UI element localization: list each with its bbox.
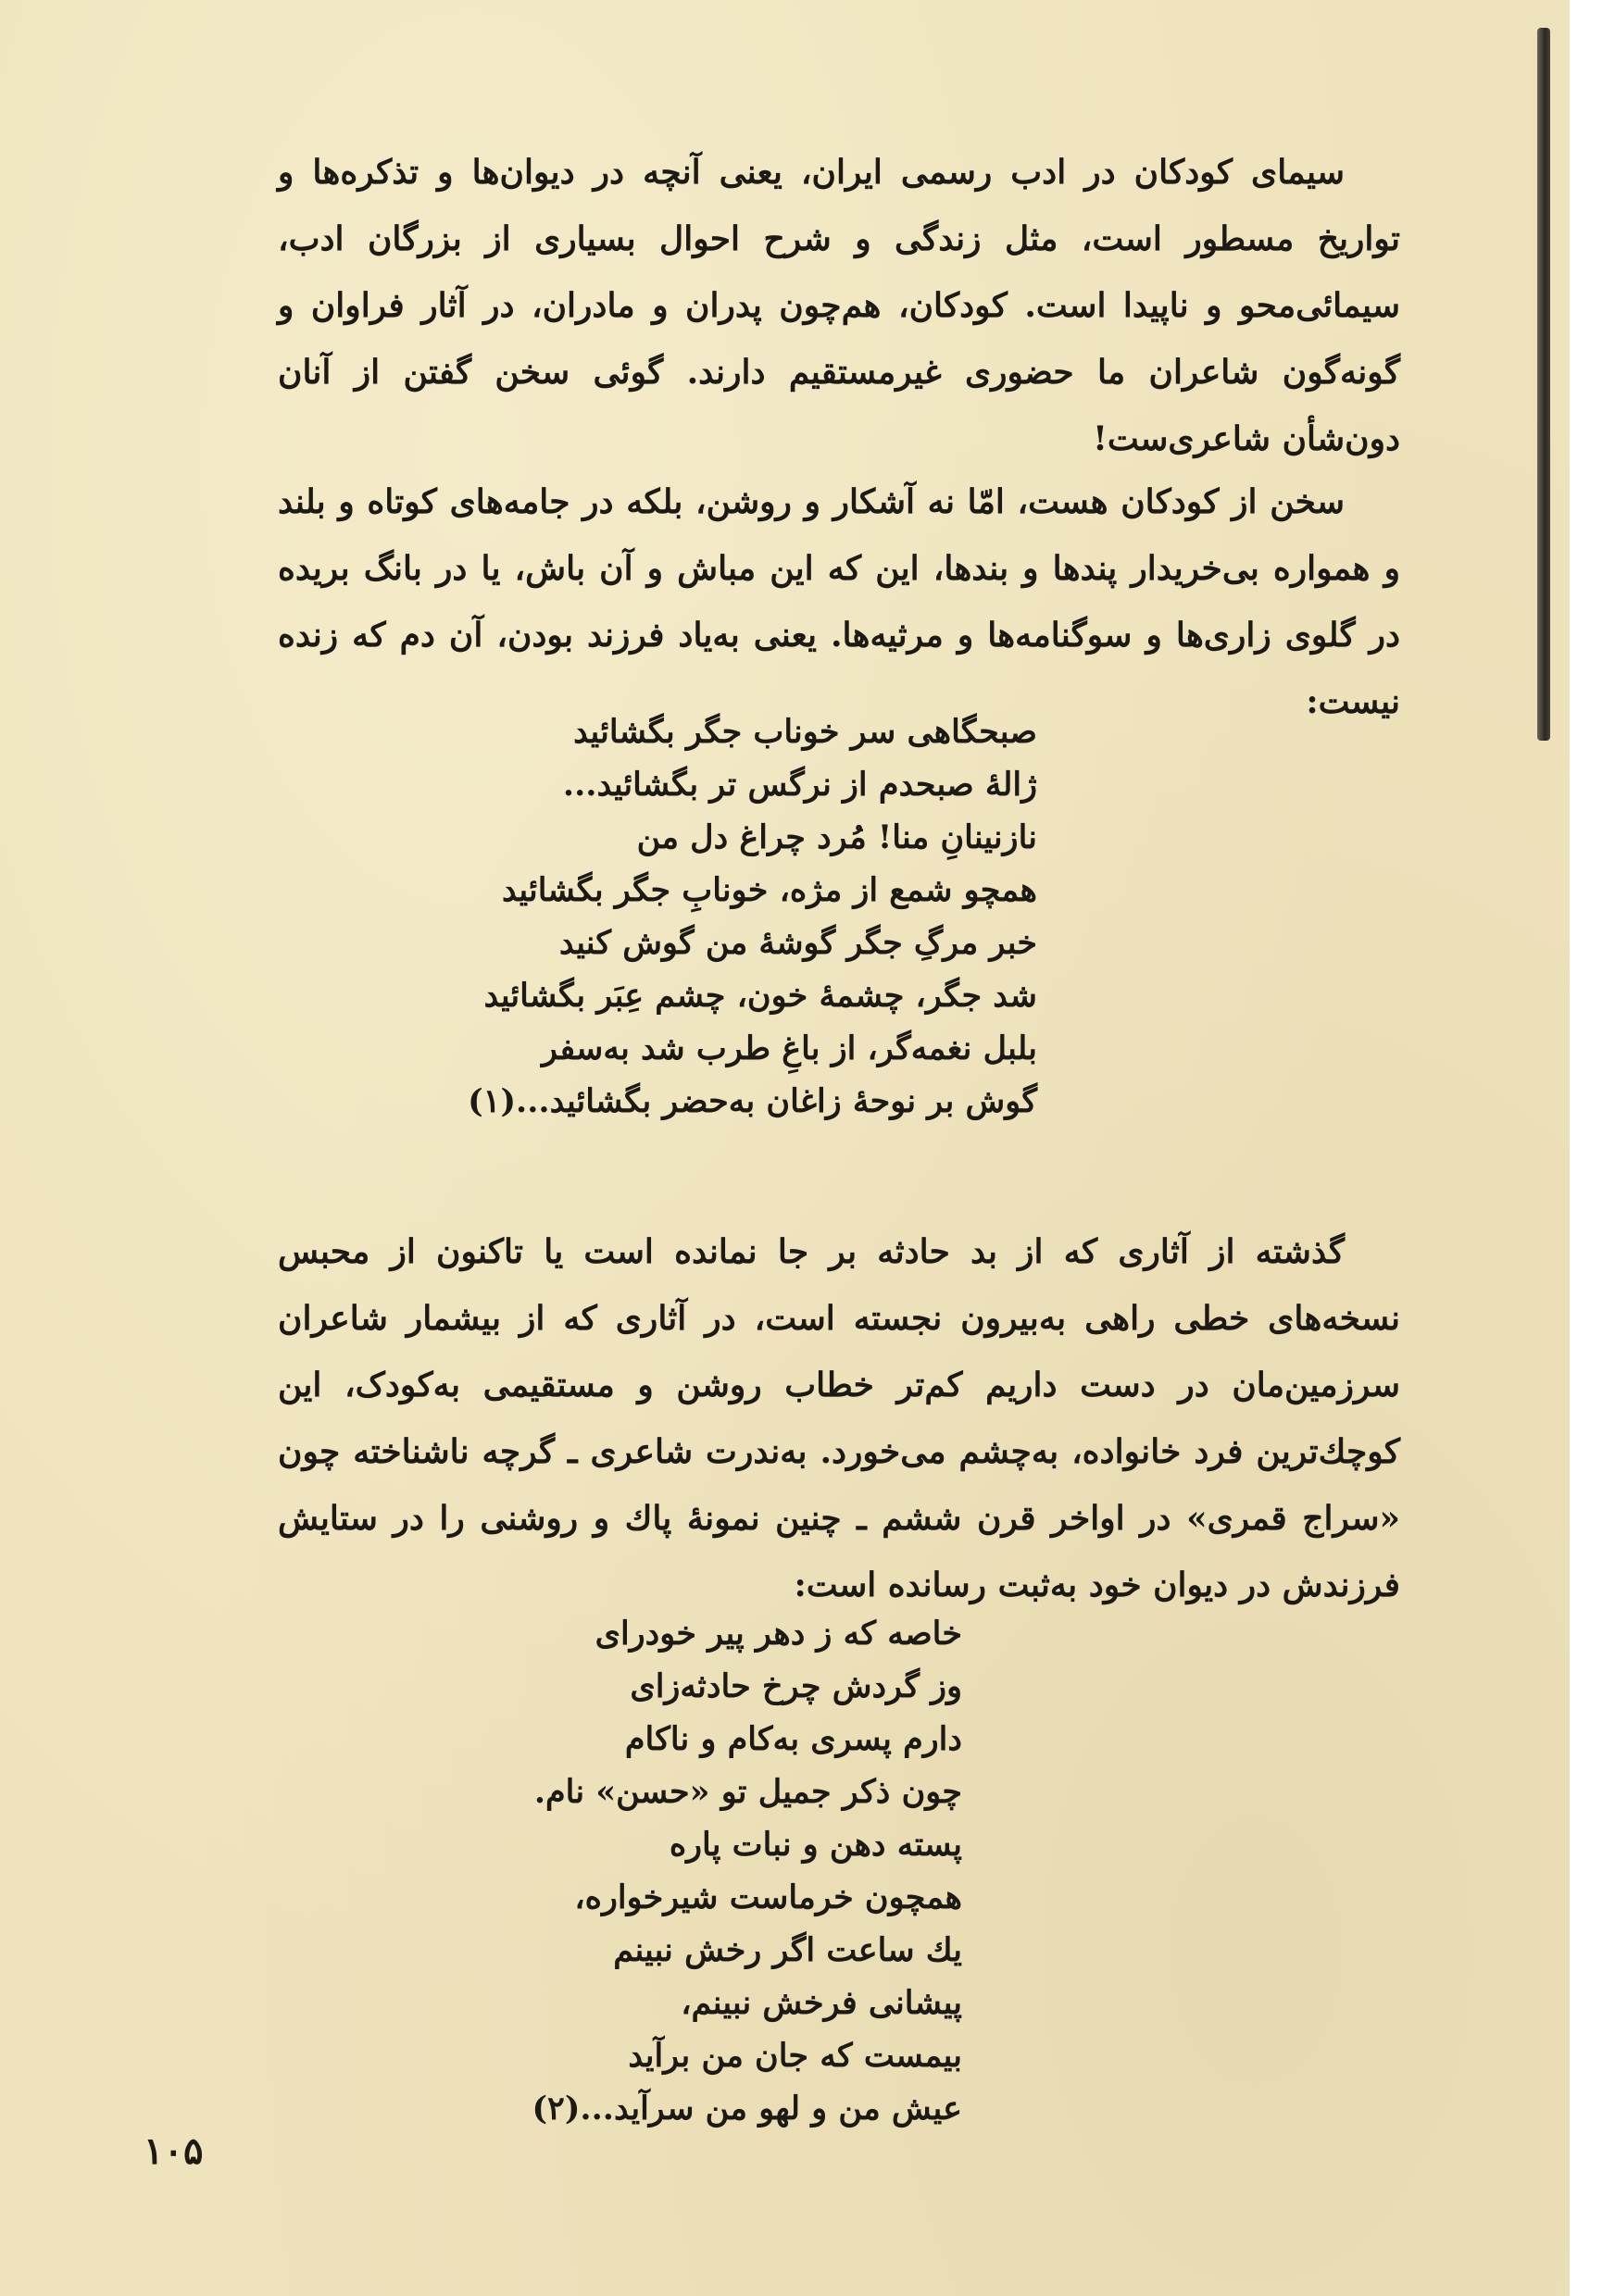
poem-line: همچو شمع از مژه، خونابِ جگر بگشائید	[502, 871, 1037, 909]
poem-1	[463, 705, 1037, 1128]
poem-line: ژالهٔ صبحدم از نرگس تر بگشائید...	[562, 766, 1037, 804]
poem-line: عیش من و لهو من سرآید...(۲)	[532, 2090, 962, 2128]
poem-line: نازنینانِ منا! مُرد چراغ دل من	[636, 818, 1037, 856]
poem-line: خاصه که ز دهر پیر خودرای	[595, 1615, 962, 1653]
poem-line: پسته دهن و نبات پاره	[669, 1826, 962, 1864]
poem-line: گوش بر نوحهٔ زاغان به‌حضر بگشائید...(۱)	[468, 1082, 1037, 1120]
poem-line: همچون خرماست شیرخواره،	[574, 1878, 962, 1916]
paragraph-text: گذشته از آثاری که از بد حادثه بر جا نمانده است یا تاکنون از محبس نسخه‌های خطی راهی به‌بیرون نجسته است، در آثاری که از بیشمار شاعران سرزمین‌مان در دست داریم کم‌تر خطاب روشن و مستقیمی به‌کودک، این کوچك‌ترین فرد خانواده، به‌چشم می‌خورد. به‌ندرت شاعری ـ گرچه ناشناخته چون «سراج قمری» در اواخر قرن ششم ـ چنین نمونهٔ پاك و روشنی را در ستایش فرزندش در دیوان خود به‌ثبت رسانده است:	[278, 1232, 1401, 1604]
poem-line: وز گردش چرخ حادثه‌زای	[630, 1667, 962, 1705]
poem-line: پیشانی فرخش نبینم،	[681, 1984, 962, 2022]
poem-line: شد جگر، چشمهٔ خون، چشم عِبَر بگشائید	[483, 977, 1037, 1015]
poem-line: بلبل نغمه‌گر، از باغِ طرب شد به‌سفر	[542, 1029, 1037, 1067]
scan-margin	[1570, 0, 1615, 2296]
paragraph-2	[278, 468, 1400, 735]
paragraph-1	[278, 139, 1400, 472]
paragraph-text: سیمای کودکان در ادب رسمی ایران، یعنی آنچه در دیوان‌ها و تذکره‌ها و تواریخ مسطور است، مثل زندگی و شرح احوال بسیاری از بزرگان ادب، سیمائی‌محو و ناپیدا است. کودکان، هم‌چون پدران و مادران، در آثار فراوان و گونه‌گون شاعران ما حضوری غیرمستقیم دارند. گوئی سخن گفتن از آنان دون‌شأن شاعری‌ست!	[278, 153, 1400, 458]
paragraph-text: سخن از کودکان هست، امّا نه آشکار و روشن، بلکه در جامه‌های کوتاه و بلند و همواره بی‌خریدار پندها و بندها، این که این مباش و آن باش، یا در بانگ بریده در گلوی زاری‌ها و سوگنامه‌ها و مرثیه‌ها. یعنی به‌یاد فرزند بودن، آن دم که زنده نیست:	[278, 482, 1400, 721]
poem-line: یك ساعت اگر رخش نبینم	[613, 1931, 962, 1969]
binding-shadow	[1537, 28, 1550, 741]
paragraph-3	[278, 1218, 1400, 1618]
poem-line: چون ذکر جمیل تو «حسن» نام.	[533, 1773, 962, 1811]
page-number: ۱۰۵	[144, 2129, 204, 2173]
poem-line: بیمست که جان من برآید	[628, 2037, 962, 2075]
poem-line: دارم پسری به‌کام و ناکام	[624, 1720, 962, 1758]
poem-line: صبحگاهی سر خوناب جگر بگشائید	[573, 713, 1037, 751]
poem-2	[481, 1607, 962, 2135]
poem-line: خبر مرگِ جگر گوشهٔ من گوش کنید	[558, 924, 1037, 962]
